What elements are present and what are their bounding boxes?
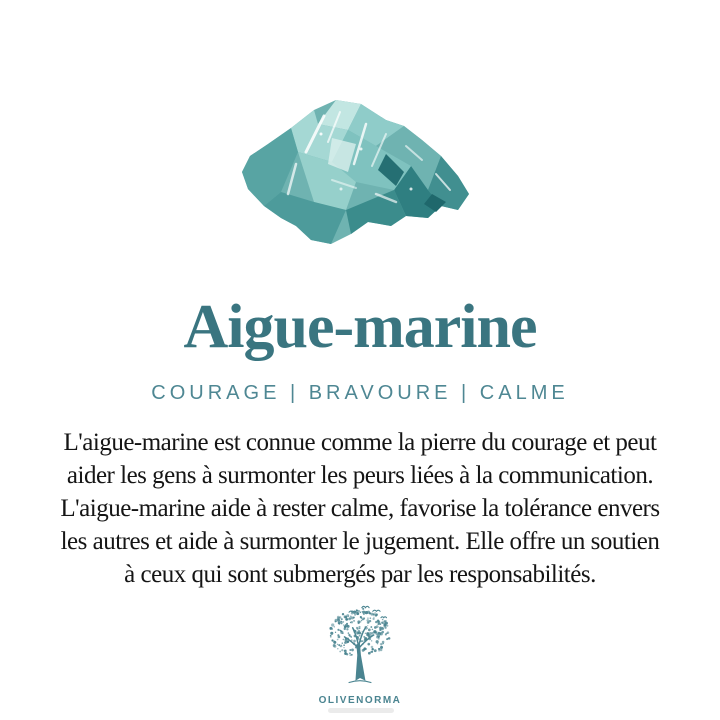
description-line: à ceux qui sont submergés par les responsabilités. <box>124 561 596 588</box>
description-line: L'aigue-marine est connue comme la pierre du courage et peut <box>63 429 657 456</box>
logo-reflection <box>328 708 394 713</box>
description-line: aider les gens à surmonter les peurs liées à la communication. <box>66 462 654 489</box>
aquamarine-crystal-icon <box>236 94 476 254</box>
brand-logo <box>0 604 720 706</box>
tagline: COURAGE | BRAVOURE | CALME <box>151 382 569 404</box>
description-line: les autres et aide à surmonter le jugement. Elle offre un soutien <box>60 528 660 555</box>
description <box>0 426 720 591</box>
brand-name: OLIVENORMA <box>318 695 402 706</box>
aquamarine-stone-image <box>236 94 476 254</box>
description-line: L'aigue-marine aide à rester calme, favorise la tolérance envers <box>60 495 660 522</box>
olive-tree-icon <box>322 604 398 688</box>
page-title: Aigue-marine <box>183 293 537 361</box>
